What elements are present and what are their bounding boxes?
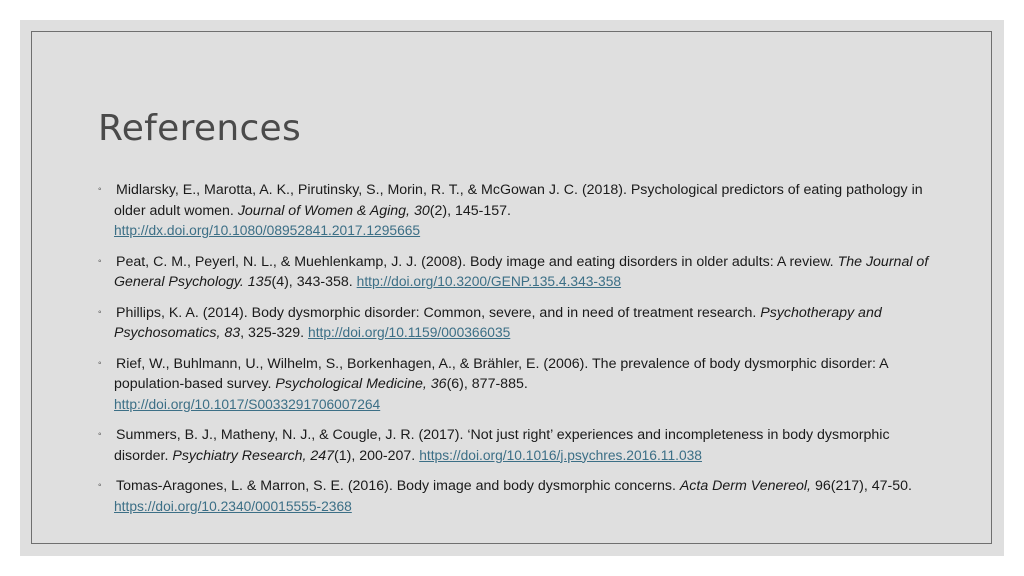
bullet-icon: ◦ [98, 306, 102, 318]
bullet-icon: ◦ [98, 429, 102, 440]
reference-details: (6), 877-885. [446, 376, 528, 392]
reference-journal: Psychotherapy and Psychosomatics, 83 [114, 304, 882, 341]
reference-item [98, 354, 938, 416]
bullet-icon: ◦ [98, 184, 102, 195]
bullet-icon: ◦ [98, 480, 102, 491]
reference-journal: The Journal of General Psychology. 135 [114, 253, 929, 290]
reference-details: , 325-329. [240, 325, 309, 341]
reference-item [98, 303, 938, 344]
reference-details: (2), 145-157. [429, 202, 511, 219]
reference-text: Peat, C. M., Peyerl, N. L., & Muehlenkamp, J. J. (2008). Body image and eating disorders in older adults: A review. [116, 253, 838, 270]
reference-text: Phillips, K. A. (2014). Body dysmorphic disorder: Common, severe, and in need of treatment research. [116, 304, 761, 321]
reference-journal: Journal of Women & Aging, 30 [237, 202, 430, 219]
reference-item [98, 252, 938, 293]
reference-journal: Psychological Medicine, 36 [275, 376, 447, 392]
reference-link[interactable]: http://doi.org/10.3200/GENP.135.4.343-358 [356, 274, 622, 289]
reference-link[interactable]: http://doi.org/10.1159/000366035 [308, 325, 511, 340]
reference-text: Summers, B. J., Matheny, N. J., & Cougle, J. R. (2017). ‘Not just right’ experiences and incompleteness in body dysmorphic disorder. [114, 427, 890, 464]
reference-link[interactable]: http://dx.doi.org/10.1080/08952841.2017.1295665 [114, 223, 421, 238]
reference-item [98, 476, 938, 517]
bullet-icon: ◦ [98, 255, 102, 267]
reference-text: Midlarsky, E., Marotta, A. K., Pirutinsky, S., Morin, R. T., & McGowan J. C. (2018). Psychological predictors of eating pathology in older adult women. [114, 182, 923, 219]
reference-text: Rief, W., Buhlmann, U., Wilhelm, S., Borkenhagen, A., & Brähler, E. (2006). The prevalence of body dysmorphic disorder: A population-based survey. [114, 355, 888, 392]
bullet-icon: ◦ [98, 357, 102, 369]
reference-details: (1), 200-207. [334, 447, 420, 464]
reference-text: Tomas-Aragones, L. & Marron, S. E. (2016). Body image and body dysmorphic concerns. [116, 478, 680, 494]
reference-item [98, 425, 938, 466]
reference-link[interactable]: https://doi.org/10.1016/j.psychres.2016.11.038 [419, 447, 702, 463]
reference-item [98, 180, 938, 242]
reference-journal: Acta Derm Venereol, [679, 478, 811, 494]
reference-link[interactable]: https://doi.org/10.2340/00015555-2368 [114, 498, 352, 514]
reference-details: (4), 343-358. [271, 274, 357, 290]
reference-details: 96(217), 47-50. [811, 478, 912, 494]
reference-link[interactable]: http://doi.org/10.1017/S0033291706007264 [114, 396, 381, 412]
reference-journal: Psychiatry Research, 247 [172, 447, 335, 464]
slide-title: References [98, 108, 302, 150]
reference-list [98, 180, 938, 527]
